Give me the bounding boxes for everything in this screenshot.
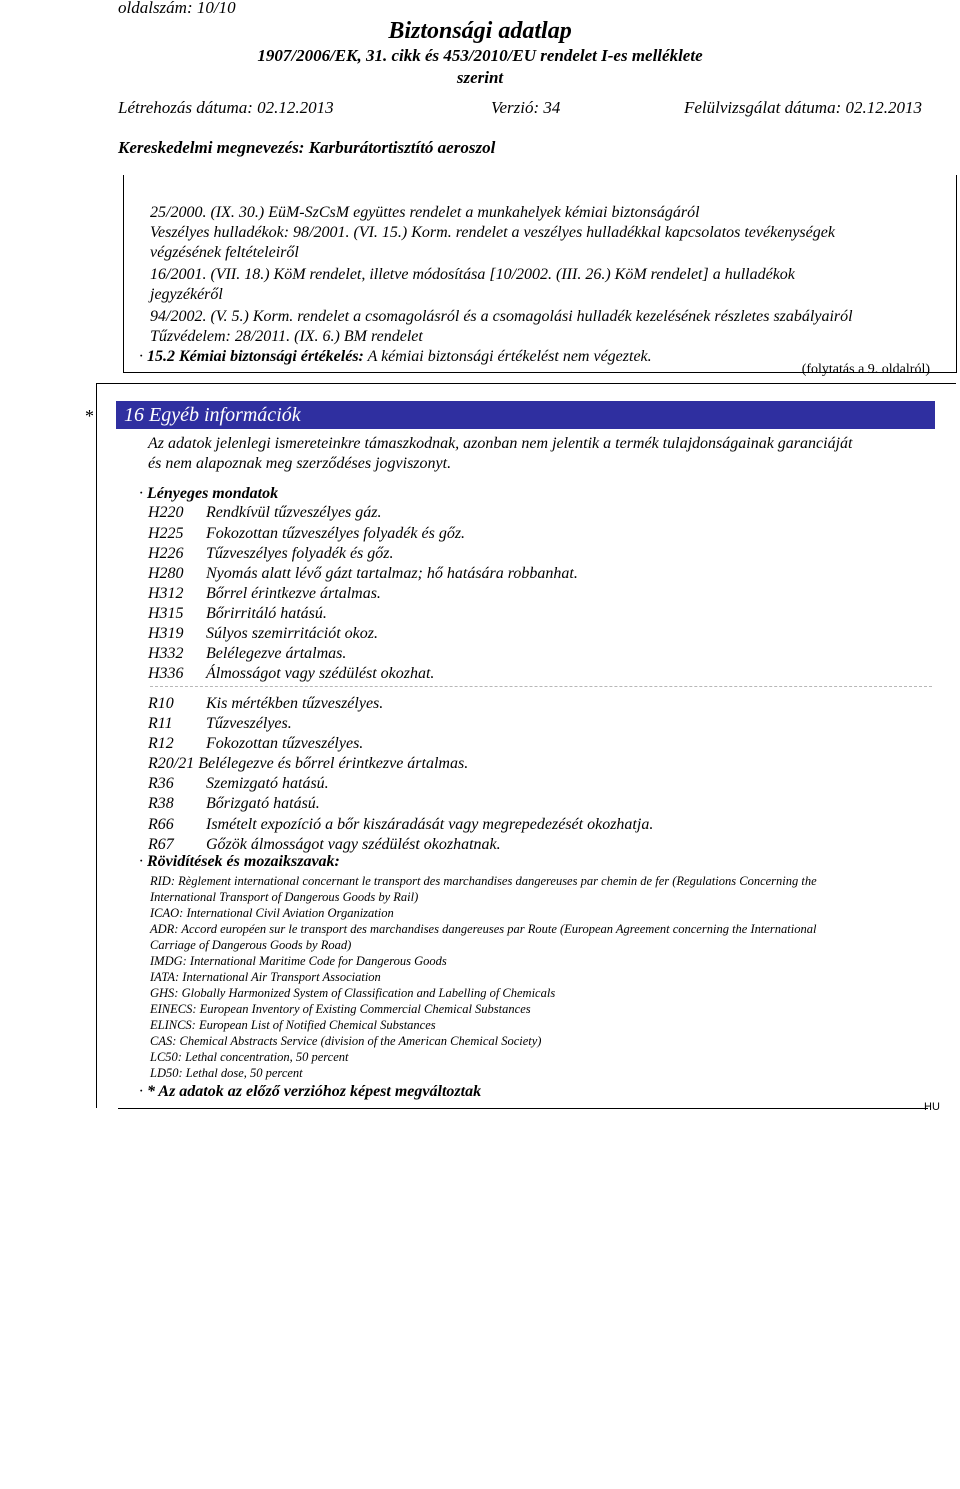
page-number: oldalszám: 10/10: [118, 0, 236, 17]
item-label: 15.2 Kémiai biztonsági értékelés:: [147, 348, 364, 365]
r-phrase-code: R66: [148, 816, 174, 833]
abbreviations-heading: [139, 852, 340, 872]
h-phrase-text: Bőrrel érintkezve ártalmas.: [206, 585, 381, 602]
r-phrase-text: Szemizgató hatású.: [206, 775, 329, 792]
dotted-divider: [150, 686, 932, 687]
h-phrase-code: H220: [148, 504, 184, 521]
r-phrase-code: R11: [148, 715, 173, 732]
r-phrase-text: Bőrizgató hatású.: [206, 795, 320, 812]
heading-label: Lényeges mondatok: [147, 485, 279, 502]
bullet: ·: [139, 1083, 143, 1100]
h-phrase-code: H315: [148, 605, 184, 622]
bullet: ·: [139, 853, 143, 870]
h-phrase-code: H225: [148, 525, 184, 542]
note-text: * Az adatok az előző verzióhoz képest megváltoztak: [147, 1083, 482, 1100]
h-phrase-text: Súlyos szemirritációt okoz.: [206, 625, 378, 642]
regulation-line: végzésének feltételeiről: [150, 244, 299, 261]
section-title: 16 Egyéb információk: [124, 404, 301, 426]
abbreviation-item: GHS: Globally Harmonized System of Classification and Labelling of Chemicals: [150, 986, 556, 1000]
h-phrase-code: H332: [148, 645, 184, 662]
changed-marker: *: [85, 406, 94, 426]
h-phrase-text: Bőrirritáló hatású.: [206, 605, 327, 622]
abbreviation-item: CAS: Chemical Abstracts Service (division of the American Chemical Society): [150, 1034, 542, 1048]
abbreviation-item: LD50: Lethal dose, 50 percent: [150, 1066, 303, 1080]
abbreviation-item: ADR: Accord européen sur le transport des marchandises dangereuses par Route (European Agreement concerning the International: [150, 922, 817, 936]
r-phrase-text: Kis mértékben tűzveszélyes.: [206, 695, 384, 712]
revised-date: Felülvizsgálat dátuma: 02.12.2013: [684, 98, 922, 117]
r-phrase-code: R20/21: [148, 755, 195, 772]
heading-label: Rövidítések és mozaikszavak:: [147, 853, 340, 870]
r-phrase-text: Gőzök álmosságot vagy szédülést okozhatnak.: [206, 836, 501, 853]
language-code: HU: [924, 1101, 940, 1113]
intro-text: Az adatok jelenlegi ismereteinkre támaszkodnak, azonban nem jelentik a termék tulajdonságainak garanciáját: [148, 435, 853, 452]
abbreviation-item: LC50: Lethal concentration, 50 percent: [150, 1050, 349, 1064]
regulation-line: 94/2002. (V. 5.) Korm. rendelet a csomagolásról és a csomagolási hulladék kezelésének részletes szabályairól: [150, 308, 853, 325]
h-phrase-text: Tűzveszélyes folyadék és gőz.: [206, 545, 394, 562]
abbreviation-item: ELINCS: European List of Notified Chemical Substances: [150, 1018, 436, 1032]
h-phrase-text: Nyomás alatt lévő gázt tartalmaz; hő hatására robbanhat.: [206, 565, 578, 582]
abbreviation-item: International Transport of Dangerous Goods by Rail): [150, 890, 419, 904]
h-phrase-code: H336: [148, 665, 184, 682]
regulation-line: Veszélyes hulladékok: 98/2001. (VI. 15.) Korm. rendelet a veszélyes hulladékkal kapcsolatos tevékenységek: [150, 224, 835, 241]
continued-note: (folytatás a 9. oldalról): [801, 362, 930, 377]
intro-text: és nem alapoznak meg szerződéses jogviszonyt.: [148, 455, 452, 472]
h-phrase-code: H226: [148, 545, 184, 562]
h-phrase-text: Belélegezve ártalmas.: [206, 645, 347, 662]
abbreviation-item: EINECS: European Inventory of Existing Commercial Chemical Substances: [150, 1002, 531, 1016]
bullet: ·: [139, 348, 143, 365]
r-phrase-code: R12: [148, 735, 174, 752]
h-phrase-text: Álmosságot vagy szédülést okozhat.: [206, 665, 435, 682]
abbreviation-item: RID: Règlement international concernant le transport des marchandises dangereuses par chemin de fer (Regulations Concerning the: [150, 874, 817, 888]
r-phrase-code: R38: [148, 795, 174, 812]
r-phrase-combined: [148, 754, 468, 774]
regulation-line: jegyzékéről: [150, 286, 223, 303]
r-phrase-code: R10: [148, 695, 174, 712]
abbreviation-item: IMDG: International Maritime Code for Dangerous Goods: [150, 954, 447, 968]
item-text: A kémiai biztonsági értékelést nem végeztek.: [367, 348, 652, 365]
version: Verzió: 34: [491, 98, 561, 117]
h-phrase-text: Fokozottan tűzveszélyes folyadék és gőz.: [206, 525, 466, 542]
h-phrase-code: H319: [148, 625, 184, 642]
h-phrase-code: H312: [148, 585, 184, 602]
abbreviation-item: Carriage of Dangerous Goods by Road): [150, 938, 352, 952]
chemical-safety-assessment: [139, 347, 652, 367]
abbreviation-item: ICAO: International Civil Aviation Organization: [150, 906, 394, 920]
r-phrase-code: R36: [148, 775, 174, 792]
document-subtitle-line2: szerint: [456, 68, 504, 87]
r-phrase-text: Belélegezve és bőrrel érintkezve ártalmas.: [198, 755, 469, 772]
r-phrase-text: Ismételt expozíció a bőr kiszáradását vagy megrepedezését okozhatja.: [206, 816, 654, 833]
r-phrase-text: Tűzveszélyes.: [206, 715, 292, 732]
abbreviation-item: IATA: International Air Transport Association: [150, 970, 381, 984]
regulation-line: 25/2000. (IX. 30.) EüM-SzCsM együttes rendelet a munkahelyek kémiai biztonságáról: [150, 204, 700, 221]
created-date: Létrehozás dátuma: 02.12.2013: [118, 98, 334, 117]
relevant-phrases-heading: [139, 484, 278, 504]
h-phrase-text: Rendkívül tűzveszélyes gáz.: [206, 504, 382, 521]
changed-data-note: [139, 1082, 481, 1102]
document-subtitle: 1907/2006/EK, 31. cikk és 453/2010/EU rendelet I-es melléklete: [257, 46, 703, 65]
r-phrase-code: R67: [148, 836, 174, 853]
r-phrase-text: Fokozottan tűzveszélyes.: [206, 735, 364, 752]
regulation-line: 16/2001. (VII. 18.) KöM rendelet, illetve módosítása [10/2002. (III. 26.) KöM rendelet] a hulladékok: [150, 266, 795, 283]
bullet: ·: [139, 485, 143, 502]
document-title: Biztonsági adatlap: [388, 18, 572, 44]
regulation-line: Tűzvédelem: 28/2011. (IX. 6.) BM rendelet: [150, 328, 423, 345]
trade-name: Kereskedelmi megnevezés: Karburátortisztító aeroszol: [118, 138, 496, 157]
h-phrase-code: H280: [148, 565, 184, 582]
footer-rule: [118, 1108, 928, 1109]
